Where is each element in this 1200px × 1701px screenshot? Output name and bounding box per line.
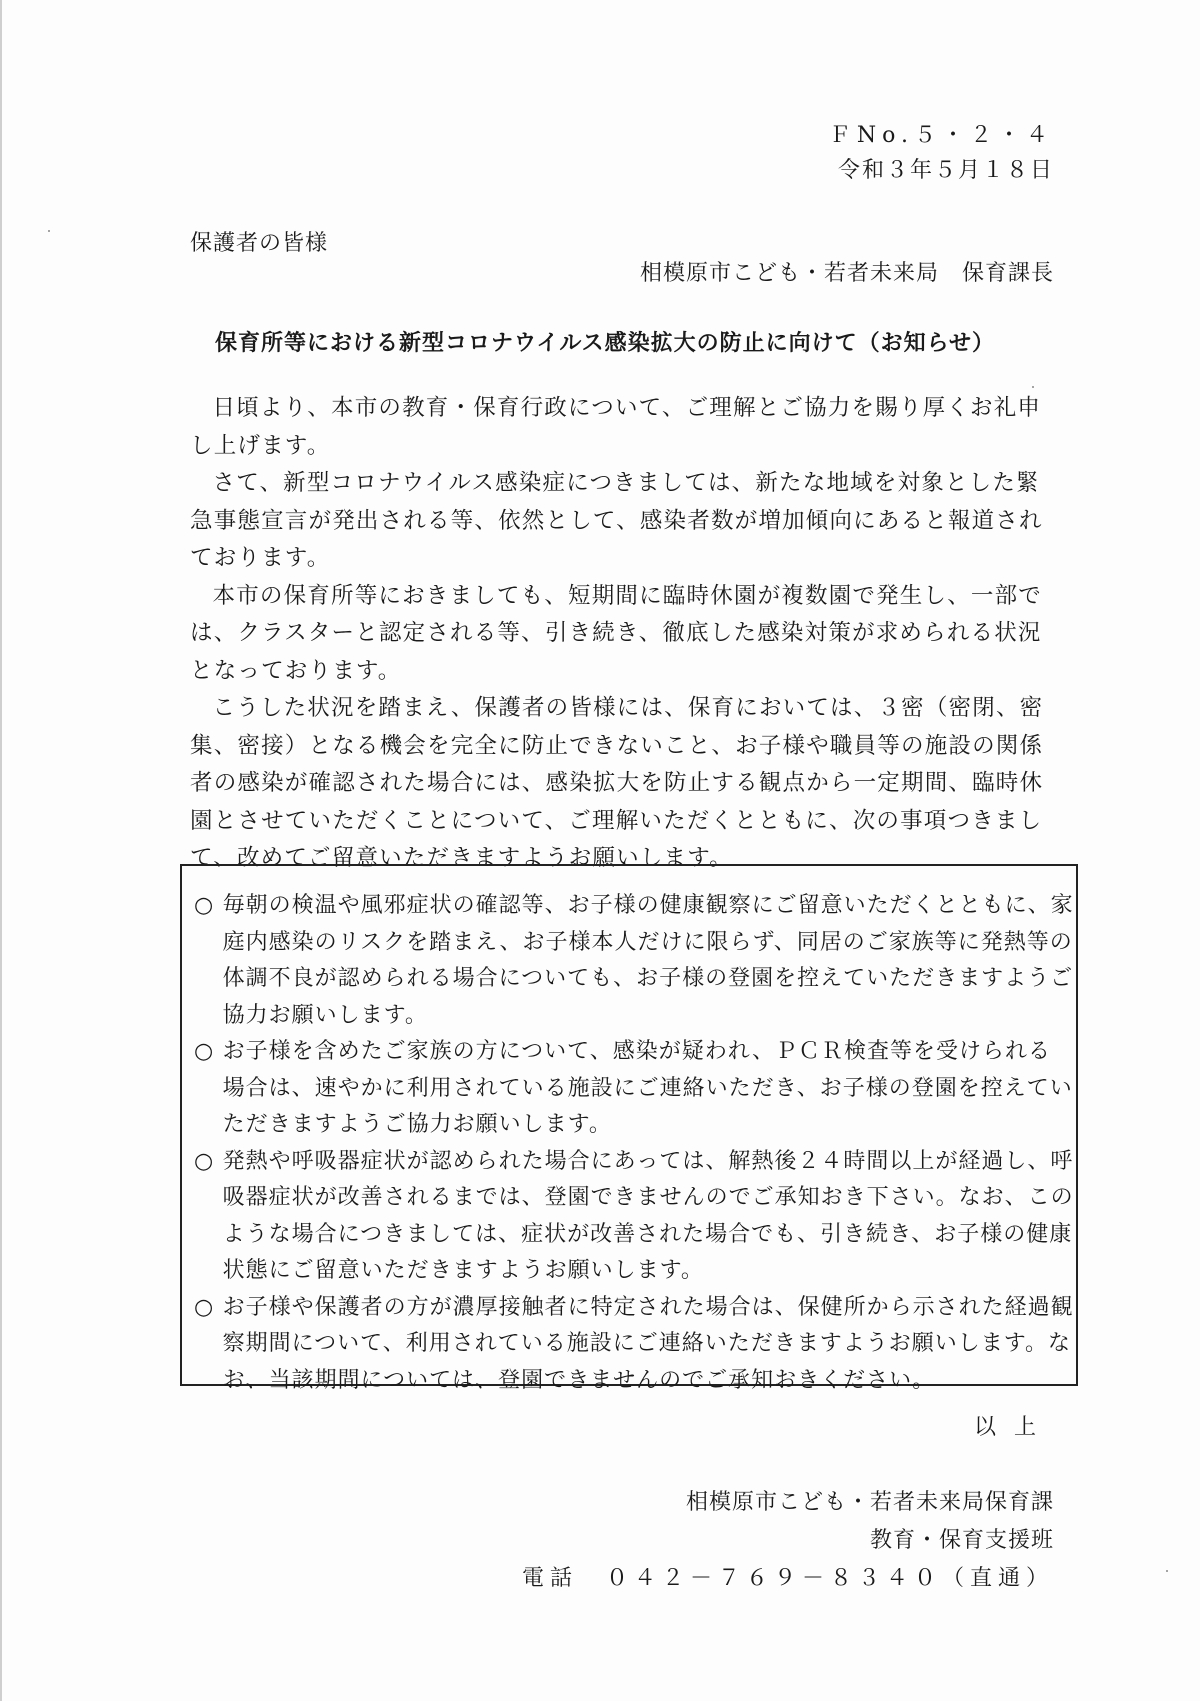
notice-item: [194, 1144, 1074, 1290]
circle-bullet-icon: ○: [194, 1039, 215, 1064]
sender: 相模原市こども・若者未来局 保育課長: [639, 261, 1054, 286]
notice-item: [194, 1034, 1074, 1144]
notice-text: 毎朝の検温や風邪症状の確認等、お子様の健康観察にご留意いただくとともに、家庭内感染のリスクを踏まえ、お子様本人だけに限らず、同居のご家族等に発熱等の体調不良が認められる場合についても、お子様の登園を控えていただきますようご協力お願いします。: [222, 893, 1074, 1028]
document-date: 令和３年５月１８日: [837, 158, 1054, 183]
contact-department: 相模原市こども・若者未来局保育課: [685, 1490, 1054, 1515]
body-paragraph: さて、新型コロナウイルス感染症につきましては、新たな地域を対象とした緊急事態宣言が発出される等、依然として、感染者数が増加傾向にあると報道されております。: [190, 470, 1043, 571]
notice-text: お子様や保護者の方が濃厚接触者に特定された場合は、保健所から示された経過観察期間について、利用されている施設にご連絡いただきますようお願いします。なお、当該期間については、登園できませんのでご承知おきください。: [222, 1294, 1074, 1393]
scan-edge: [0, 0, 2, 1701]
closing-mark: 以上: [973, 1415, 1054, 1440]
addressee: 保護者の皆様: [190, 231, 329, 256]
contact-phone: 電話 ０４２－７６９－８３４０（直通）: [521, 1566, 1054, 1591]
notice-text: 発熱や呼吸器症状が認められた場合にあっては、解熱後２４時間以上が経過し、呼吸器症状が改善されるまでは、登園できませんのでご承知おき下さい。なお、このような場合につきましては、症状が改善された場合でも、引き続き、お子様の健康状態にご留意いただきますようお願いします。: [222, 1148, 1074, 1283]
notice-box: [180, 864, 1078, 1393]
scan-speck: [48, 230, 50, 232]
contact-block: [522, 1484, 1054, 1598]
body-paragraph: こうした状況を踏まえ、保護者の皆様には、保育においては、３密（密閉、密集、密接）となる機会を完全に防止できないこと、お子様や職員等の施設の関係者の感染が確認された場合には、感染拡大を防止する観点から一定期間、臨時休園とさせていただくことについて、ご理解いただくとともに、次の事項つきまして、改めてご留意いただきますようお願いします。: [190, 695, 1044, 871]
body-paragraph: 日頃より、本市の教育・保育行政について、ご理解とご協力を賜り厚くお礼申し上げます。: [190, 395, 1042, 459]
circle-bullet-icon: ○: [194, 1294, 215, 1320]
document-number: ＦNo.５・２・４: [828, 123, 1054, 148]
scan-speck: [1166, 1570, 1168, 1572]
document-title: 保育所等における新型コロナウイルス感染拡大の防止に向けて（お知らせ）: [214, 331, 996, 356]
notice-item: [194, 888, 1074, 1034]
notice-item: [194, 1290, 1074, 1400]
circle-bullet-icon: ○: [194, 893, 215, 918]
body-paragraph: 本市の保育所等におきましても、短期間に臨時休園が複数園で発生し、一部では、クラスターと認定される等、引き続き、徹底した感染対策が求められる状況となっております。: [190, 582, 1043, 684]
contact-section: 教育・保育支援班: [869, 1528, 1054, 1553]
body-text: [190, 390, 1060, 878]
notice-list: [194, 888, 1074, 1399]
scan-speck: [1032, 386, 1034, 388]
notice-text: お子様を含めたご家族の方について、感染が疑われ、ＰＣＲ検査等を受けられる場合は、速やかに利用されている施設にご連絡いただき、お子様の登園を控えていただきますようご協力お願いします。: [222, 1039, 1073, 1137]
circle-bullet-icon: ○: [194, 1148, 215, 1174]
